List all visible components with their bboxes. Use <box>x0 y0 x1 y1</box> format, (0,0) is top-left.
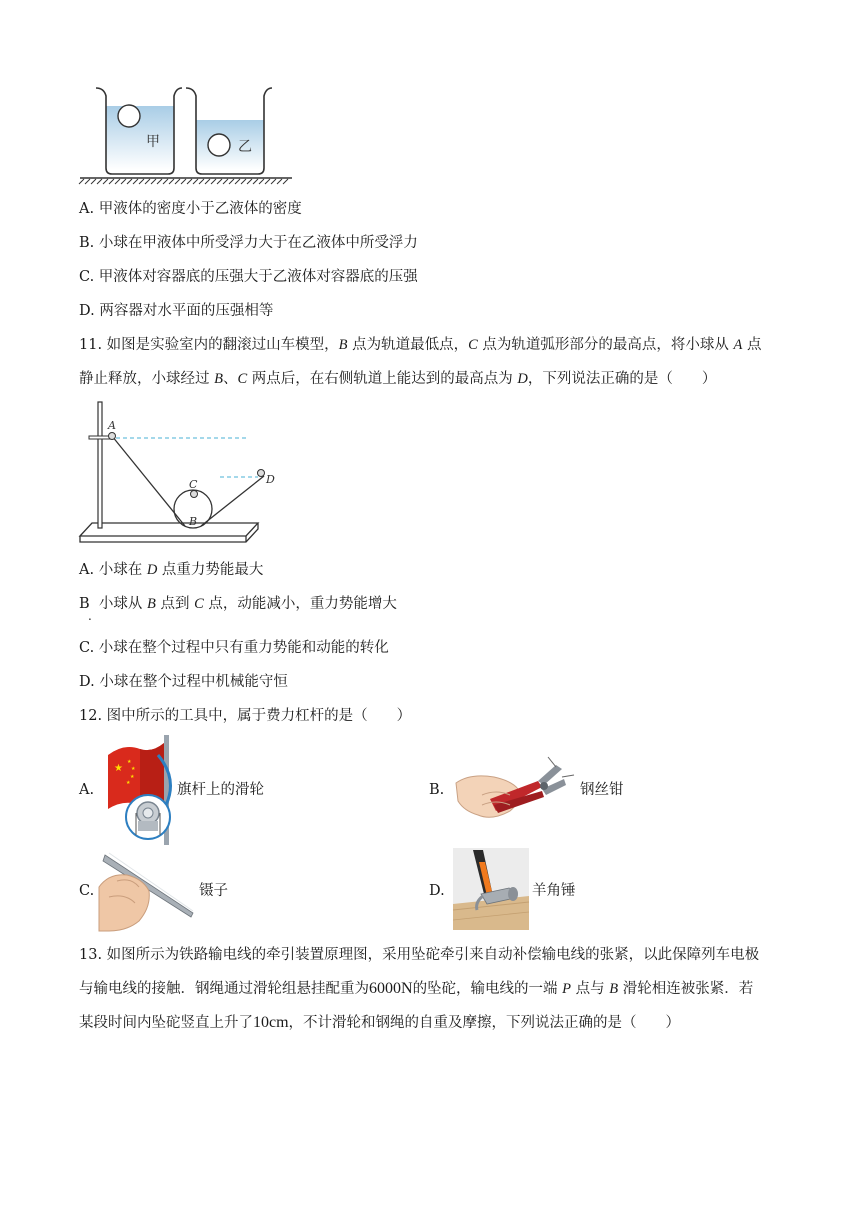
q12-option-c-label: 镊子 <box>199 883 228 899</box>
label-yi: 乙 <box>238 139 252 155</box>
ball-jia <box>118 105 140 127</box>
tweezers-image <box>99 851 195 931</box>
label-b: B <box>189 515 198 528</box>
q12-stem: 12. 图中所示的工具中，属于费力杠杆的是（ ） <box>79 708 412 724</box>
ball-d <box>258 470 265 477</box>
q13-stem-line1: 13. 如图所示为铁路输电线的牵引装置原理图，采用坠砣牵引来自动补偿输电线的张紧，以此保障列车电极 <box>79 947 760 963</box>
q12-option-d-letter: D. <box>429 883 445 899</box>
q12-option-c-letter: C. <box>79 883 95 899</box>
svg-text:★: ★ <box>114 763 123 774</box>
q11-option-c: C. 小球在整个过程中只有重力势能和动能的转化 <box>79 640 389 656</box>
q11-option-a: A. 小球在 D 点重力势能最大 <box>79 562 264 578</box>
ball-c <box>191 491 198 498</box>
q10-option-b: B. 小球在甲液体中所受浮力大于在乙液体中所受浮力 <box>79 235 418 251</box>
q10-option-d: D. 两容器对水平面的压强相等 <box>79 303 274 319</box>
wire-pliers-image <box>452 755 576 823</box>
svg-text:★: ★ <box>131 766 136 772</box>
label-a: A <box>108 419 116 432</box>
q12-option-a-letter: A. <box>79 782 95 798</box>
claw-hammer-image <box>453 848 529 930</box>
q12-option-b-letter: B. <box>429 782 445 798</box>
q13-stem-line3: 某段时间内坠砣竖直上升了10cm，不计滑轮和钢绳的自重及摩擦，下列说法正确的是（ ） <box>79 1014 681 1031</box>
label-jia: 甲 <box>146 134 160 150</box>
q11-stem-line2: 静止释放，小球经过 B、C 两点后，在右侧轨道上能达到的最高点为 D，下列说法正确的是（ ） <box>79 371 717 387</box>
q11-option-b: B 小球从 B 点到 C 点，动能减小，重力势能增大 <box>79 596 397 612</box>
q12-option-d-label: 羊角锤 <box>532 883 576 899</box>
label-c: C <box>189 478 198 491</box>
q11-stem-line1: 11. 如图是实验室内的翻滚过山车模型，B 点为轨道最低点，C 点为轨道弧形部分的最高点，将小球从 A 点 <box>79 337 762 353</box>
q10-option-a: A. 甲液体的密度小于乙液体的密度 <box>79 201 302 217</box>
ball-a <box>109 433 116 440</box>
q11-option-b-dot: . <box>88 609 92 623</box>
label-d: D <box>266 473 275 486</box>
svg-text:★: ★ <box>130 774 135 780</box>
q12-option-a-label: 旗杆上的滑轮 <box>177 782 264 798</box>
beakers-figure <box>78 82 294 186</box>
svg-text:★: ★ <box>126 780 131 786</box>
svg-text:★: ★ <box>127 759 132 765</box>
roller-coaster-figure <box>78 398 275 548</box>
q11-option-d: D. 小球在整个过程中机械能守恒 <box>79 674 288 690</box>
q12-option-b-label: 钢丝钳 <box>580 782 624 798</box>
q13-stem-line2: 与输电线的接触．钢绳通过滑轮组悬挂配重为6000N的坠砣，输电线的一端 P 点与 B 滑轮相连被张紧．若 <box>79 980 754 997</box>
q10-option-c: C. 甲液体对容器底的压强大于乙液体对容器底的压强 <box>79 269 418 285</box>
flagpole-pulley-image <box>100 735 178 845</box>
ball-yi <box>208 134 230 156</box>
